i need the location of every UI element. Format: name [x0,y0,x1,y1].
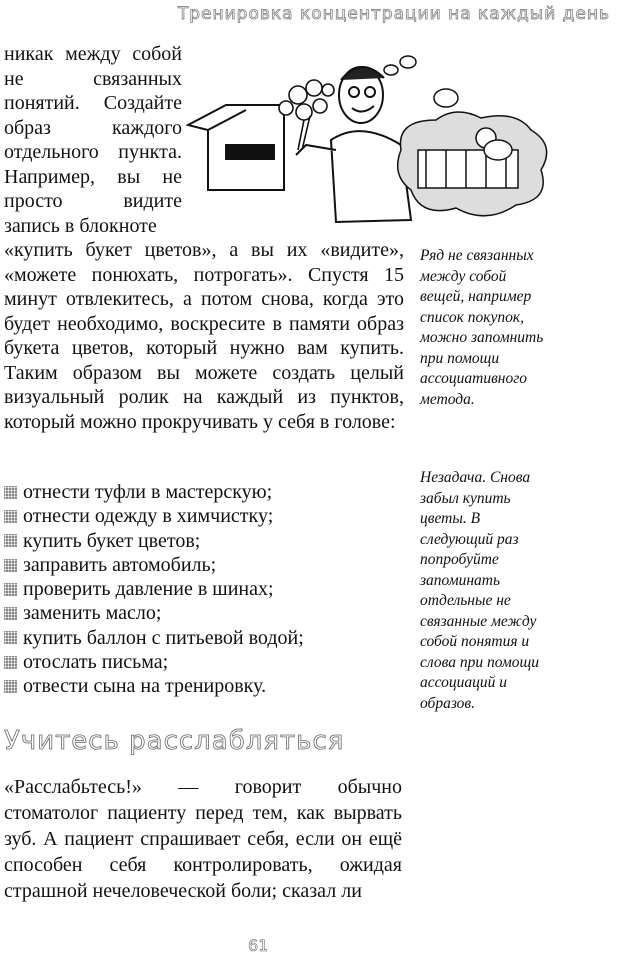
list-item: купить букет цветов; [4,529,404,553]
list-item: купить баллон с питьевой водой; [4,626,404,650]
list-item: отвести сына на тренировку. [4,674,404,698]
shopping-list [4,480,404,699]
list-item: заправить автомобиль; [4,553,404,577]
side-note-caption: Незадача. Снова забыл купить цветы. В следующий раз попробуйте запоминать отдельные не связанные между собой понятия и слова при помощи ассоциаций и образов. [420,469,539,712]
bullet-icon [4,680,17,693]
running-head: Тренировка концентрации на каждый день [177,4,610,24]
flower-bouquet-icon [279,80,334,150]
page-number: 61 [248,936,269,955]
bullet-icon [4,534,17,547]
list-item: проверить давление в шинах; [4,577,404,601]
paragraph-bottom: «Расслабьтесь!» — говорит обычно стоматолог пациенту перед тем, как вырвать зуб. А пациент спрашивает себя, если он ещё способен себя контролировать, ожидая страшной нечеловеческой боли; сказал ли [4,776,402,902]
section-heading: Учитесь расслабляться [4,726,345,756]
illustration-man-with-flowers [186,50,556,230]
bullet-icon [4,656,17,669]
bullet-icon [4,510,17,523]
bullet-icon [4,607,17,620]
thought-bubble-icon [384,56,547,216]
list-item: заменить масло; [4,601,404,625]
paragraph-top: никак между собой не связанных понятий. Создайте образ каждого отдельного пункта. Например, вы не просто видите запись в блокноте [4,43,182,237]
bullet-icon [4,559,17,572]
bullet-icon [4,486,17,499]
bullet-icon [4,583,17,596]
paragraph-full: «купить букет цветов», а вы их «видите», «можете понюхать, потрогать». Спустя 15 минут отвлекитесь, а потом снова, когда это будет необходимо, воскресите в памяти образ букета цветов, который нужно вам купить. Таким образом вы можете создать целый визуальный ролик на каждый из пунктов, который можно прокручивать у себя в голове: [4,239,404,433]
mailbox-icon [188,105,284,190]
list-item: отнести туфли в мастерскую; [4,480,404,504]
bullet-icon [4,631,17,644]
list-item: отнести одежду в химчистку; [4,504,404,528]
side-note-association: Ряд не связанных между собой вещей, например список покупок, можно запомнить при помощи ассоциативного метода. [420,247,544,408]
list-item: отослать письма; [4,650,404,674]
